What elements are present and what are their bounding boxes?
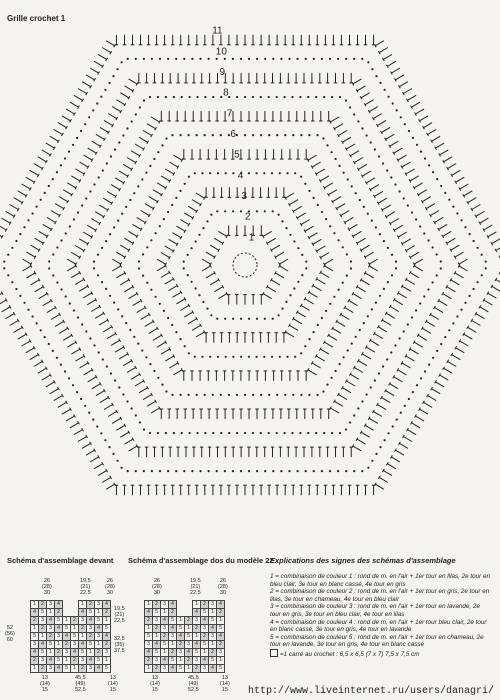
grid-cell: 3 (201, 665, 209, 673)
grid-row (145, 625, 225, 633)
grid-cell: 3 (209, 601, 217, 609)
grid-cell: 3 (71, 641, 79, 649)
grid-cell: 1 (95, 641, 103, 649)
grid-cell: 3 (161, 665, 169, 673)
grid-cell: 4 (145, 649, 153, 657)
grid-cell: 4 (169, 601, 177, 609)
grid-cell: 4 (79, 609, 87, 617)
grid-cell (177, 601, 185, 609)
grid-cell: 3 (177, 649, 185, 657)
grid-row (145, 641, 225, 649)
grid-cell: 2 (177, 641, 185, 649)
round-number-label: 2 (245, 211, 251, 223)
grid-row (31, 609, 111, 617)
grid-cell: 2 (79, 665, 87, 673)
grid-cell: 2 (103, 609, 111, 617)
back-top-measure-right: 26 (28) 30 (218, 578, 228, 596)
grid-cell: 4 (161, 617, 169, 625)
grid-row (31, 617, 111, 625)
grid-cell: 1 (161, 609, 169, 617)
grid-cell: 5 (209, 657, 217, 665)
grid-cell: 5 (185, 633, 193, 641)
grid-cell: 1 (161, 649, 169, 657)
grid-cell: 5 (193, 649, 201, 657)
grid-cell: 1 (217, 617, 225, 625)
grid-cell: 2 (153, 625, 161, 633)
grid-cell: 1 (103, 657, 111, 665)
grid-cell: 5 (63, 665, 71, 673)
grid-cell: 2 (71, 617, 79, 625)
grid-cell: 2 (209, 649, 217, 657)
legend-square-note: =1 carré au crochet : 6,5 x 6,5 (7 x 7) 7,5 x 7,5 cm (270, 649, 492, 659)
grid-row (145, 657, 225, 665)
grid-cell: 1 (177, 657, 185, 665)
front-side-measure-top: 19,5 (21) 22,5 (114, 606, 125, 624)
grid-cell: 5 (87, 609, 95, 617)
front-bottom-measure-right: 13 (14) 15 (108, 675, 118, 693)
grid-cell: 4 (209, 665, 217, 673)
grid-row (31, 649, 111, 657)
grid-cell: 2 (55, 649, 63, 657)
grid-cell: 3 (95, 633, 103, 641)
grid-cell: 1 (31, 601, 39, 609)
grid-cell: 3 (31, 641, 39, 649)
grid-cell: 5 (209, 617, 217, 625)
grid-cell: 4 (201, 657, 209, 665)
grid-cell: 4 (153, 641, 161, 649)
grid-cell: 5 (161, 641, 169, 649)
round-number-label: 7 (226, 108, 233, 120)
grid-cell: 3 (145, 641, 153, 649)
grid-row (31, 665, 111, 673)
grid-cell: 5 (201, 609, 209, 617)
grid-cell (177, 609, 185, 617)
grid-cell: 2 (31, 617, 39, 625)
grid-cell: 1 (193, 633, 201, 641)
legend-item: 5 = combinaison de couleur 5 : rond de m. en l'air + 1er tour en chameau, 2e tour en lavande, 3e tour en gris, 4e tour en blanc cassé (270, 633, 484, 649)
grid-cell: 2 (39, 601, 47, 609)
grid-cell: 4 (47, 617, 55, 625)
grid-row (31, 601, 111, 609)
grid-cell: 2 (169, 609, 177, 617)
round-number-label: 11 (212, 25, 223, 37)
grid-cell (185, 609, 193, 617)
grid-cell: 3 (79, 617, 87, 625)
grid-cell: 4 (71, 649, 79, 657)
grid-cell: 4 (55, 665, 63, 673)
grid-cell: 4 (87, 617, 95, 625)
grid-cell: 1 (145, 625, 153, 633)
grid-cell: 2 (201, 633, 209, 641)
grid-cell: 2 (79, 625, 87, 633)
grid-cell: 2 (39, 625, 47, 633)
grid-cell: 3 (87, 625, 95, 633)
grid-cell: 2 (217, 609, 225, 617)
grid-cell: 5 (31, 633, 39, 641)
grid-cell: 5 (201, 641, 209, 649)
grid-cell: 1 (201, 649, 209, 657)
grid-cell: 4 (193, 609, 201, 617)
grid-cell: 2 (95, 649, 103, 657)
grid-cell: 2 (71, 657, 79, 665)
grid-cell: 2 (55, 609, 63, 617)
grid-row (145, 617, 225, 625)
grid-cell: 1 (39, 633, 47, 641)
grid-cell: 5 (87, 641, 95, 649)
grid-cell: 4 (201, 617, 209, 625)
grid-cell: 5 (177, 625, 185, 633)
grid-cell: 5 (95, 617, 103, 625)
page-title: Grille crochet 1 (7, 14, 66, 23)
grid-cell: 4 (63, 633, 71, 641)
grid-cell: 1 (209, 641, 217, 649)
grid-cell: 1 (217, 657, 225, 665)
back-top-measure-mid: 19,5 (21) 22,5 (190, 578, 201, 596)
grid-cell: 5 (169, 617, 177, 625)
grid-cell: 5 (153, 649, 161, 657)
front-schema-title: Schéma d'assemblage devant (7, 556, 114, 565)
grid-cell: 4 (87, 657, 95, 665)
crochet-round-8 (48, 96, 442, 434)
grid-cell: 2 (87, 601, 95, 609)
grid-cell: 4 (55, 601, 63, 609)
grid-cell: 3 (185, 641, 193, 649)
grid-cell: 1 (185, 665, 193, 673)
grid-cell: 5 (153, 609, 161, 617)
grid-cell: 3 (193, 617, 201, 625)
grid-row (145, 649, 225, 657)
grid-cell: 4 (95, 665, 103, 673)
grid-cell (63, 609, 71, 617)
grid-cell: 2 (63, 641, 71, 649)
grid-cell: 2 (145, 657, 153, 665)
round-number-label: 4 (237, 170, 244, 182)
grid-cell: 5 (95, 657, 103, 665)
square-icon (270, 649, 278, 657)
grid-cell: 3 (161, 625, 169, 633)
round-number-label: 5 (234, 149, 240, 161)
grid-cell: 3 (169, 633, 177, 641)
grid-cell: 2 (39, 665, 47, 673)
grid-cell: 4 (31, 649, 39, 657)
grid-cell: 2 (185, 617, 193, 625)
grid-cell: 1 (153, 633, 161, 641)
grid-cell: 5 (79, 649, 87, 657)
grid-cell: 4 (185, 649, 193, 657)
grid-cell: 5 (169, 657, 177, 665)
grid-cell: 2 (153, 601, 161, 609)
grid-cell: 3 (153, 657, 161, 665)
grid-cell: 1 (71, 625, 79, 633)
grid-cell: 1 (63, 657, 71, 665)
round-number-label: 9 (219, 66, 226, 78)
legend-title: Explications des signes des schémas d'assemblage (270, 556, 456, 565)
grid-cell: 2 (145, 617, 153, 625)
grid-cell: 3 (217, 649, 225, 657)
back-bottom-measure-mid: 45,5 (49) 52,5 (188, 675, 199, 693)
grid-cell: 2 (103, 641, 111, 649)
grid-cell: 3 (161, 601, 169, 609)
grid-cell (185, 601, 193, 609)
grid-cell: 3 (193, 657, 201, 665)
grid-cell: 4 (169, 665, 177, 673)
crochet-round-1 (202, 225, 288, 304)
grid-cell: 1 (177, 617, 185, 625)
grid-cell: 4 (161, 657, 169, 665)
back-top-measure-left: 26 (28) 30 (152, 578, 162, 596)
grid-cell: 1 (71, 665, 79, 673)
grid-cell: 5 (71, 633, 79, 641)
grid-cell: 3 (55, 633, 63, 641)
grid-cell: 3 (87, 665, 95, 673)
grid-cell: 1 (145, 665, 153, 673)
round-number-label: 3 (241, 191, 247, 202)
grid-row (31, 657, 111, 665)
grid-cell: 3 (95, 601, 103, 609)
grid-cell: 1 (47, 649, 55, 657)
grid-cell: 4 (217, 601, 225, 609)
grid-cell: 1 (63, 617, 71, 625)
legend-item: 2 = combinaison de couleur 2 : rond de m. en l'air + 1er tour en gris, 2e tour en lilas, 3e tour en chameau, 4e tour en bleu clair (270, 588, 490, 603)
grid-cell: 1 (31, 625, 39, 633)
grid-cell: 4 (47, 657, 55, 665)
grid-cell: 1 (193, 601, 201, 609)
grid-cell: 5 (177, 665, 185, 673)
grid-cell: 5 (217, 665, 225, 673)
grid-cell: 5 (103, 665, 111, 673)
grid-cell: 5 (55, 617, 63, 625)
legend-item: 4 = combinaison de couleur 4 : rond de m. en l'air + 1er tour bleu clair, 2e tour en blanc cassé, 3e tour en gris, 4e tour en lavande (270, 618, 487, 634)
grid-cell: 3 (63, 649, 71, 657)
grid-cell: 1 (31, 665, 39, 673)
front-top-measure-mid: 19,5 (21) 22,5 (80, 578, 91, 596)
crochet-round-5 (112, 149, 378, 381)
grid-cell: 2 (31, 657, 39, 665)
front-side-measure-left: 52 (56) 60 (5, 625, 15, 643)
crochet-round-6 (93, 134, 397, 396)
grid-cell: 2 (47, 633, 55, 641)
front-assembly-grid (30, 600, 111, 673)
grid-cell: 1 (103, 617, 111, 625)
grid-cell: 2 (193, 625, 201, 633)
back-schema-title: Schéma d'assemblage dos du modèle 22 (128, 556, 274, 565)
round-number-label: 10 (215, 46, 227, 58)
grid-cell: 3 (153, 617, 161, 625)
grid-cell: 5 (63, 625, 71, 633)
grid-cell: 4 (55, 625, 63, 633)
grid-cell: 3 (79, 657, 87, 665)
round-number-label: 6 (230, 129, 236, 140)
grid-cell: 4 (39, 641, 47, 649)
grid-cell: 5 (47, 641, 55, 649)
grid-cell: 3 (47, 625, 55, 633)
grid-row (31, 625, 111, 633)
grid-cell: 3 (47, 601, 55, 609)
grid-cell: 4 (145, 609, 153, 617)
grid-cell: 4 (217, 633, 225, 641)
legend-item: 1 = combinaison de couleur 1 : rond de m. en l'air + 1er tour en lilas, 2e tour en bleu clair, 3e tour en blanc cassé, 4e tour en gris (270, 573, 490, 588)
round-number-label: 1 (248, 232, 255, 244)
grid-cell: 2 (87, 633, 95, 641)
grid-cell: 3 (47, 665, 55, 673)
front-top-measure-left: 26 (28) 30 (42, 578, 52, 596)
front-top-measure-right: 26 (28) 30 (105, 578, 115, 596)
grid-cell: 5 (145, 633, 153, 641)
grid-cell: 3 (39, 657, 47, 665)
source-url[interactable]: http://www.liveinternet.ru/users/danagri/ (247, 686, 494, 697)
back-assembly-grid (144, 600, 225, 673)
grid-cell (71, 601, 79, 609)
grid-cell: 3 (39, 617, 47, 625)
center-ring (233, 253, 257, 277)
grid-row (31, 633, 111, 641)
grid-cell: 2 (201, 601, 209, 609)
grid-cell: 4 (209, 625, 217, 633)
grid-cell: 4 (177, 633, 185, 641)
grid-cell: 1 (79, 633, 87, 641)
grid-cell: 1 (55, 641, 63, 649)
grid-row (145, 665, 225, 673)
back-bottom-measure-right: 13 (14) 15 (220, 675, 230, 693)
crochet-round-3 (157, 187, 333, 342)
grid-cell: 1 (87, 649, 95, 657)
legend-item: 3 = combinaison de couleur 3 : rond de m. en l'air + 1er tour en lavande, 2e tour en gris, 3e tour en bleu clair, 4e tour en lilas (270, 603, 480, 618)
grid-cell: 2 (169, 649, 177, 657)
grid-cell: 4 (193, 641, 201, 649)
grid-cell: 2 (193, 665, 201, 673)
grid-cell: 4 (79, 641, 87, 649)
front-side-measure-bottom: 32,5 (35) 37,5 (114, 636, 125, 654)
grid-cell: 4 (169, 625, 177, 633)
grid-cell: 1 (169, 641, 177, 649)
grid-cell: 2 (161, 633, 169, 641)
grid-row (31, 641, 111, 649)
grid-cell: 2 (153, 665, 161, 673)
front-bottom-measure-mid: 45,5 (49) 52,5 (75, 675, 86, 693)
crochet-round-9 (22, 73, 467, 457)
round-number-label: 8 (223, 87, 229, 99)
grid-cell: 4 (31, 609, 39, 617)
grid-row (145, 633, 225, 641)
grid-cell: 2 (217, 641, 225, 649)
grid-cell: 4 (103, 633, 111, 641)
grid-cell: 5 (103, 625, 111, 633)
grid-cell (71, 609, 79, 617)
grid-row (145, 601, 225, 609)
grid-cell: 5 (39, 609, 47, 617)
grid-cell: 1 (185, 625, 193, 633)
grid-cell: 3 (103, 649, 111, 657)
front-bottom-measure-left: 13 (14) 15 (40, 675, 50, 693)
grid-row (145, 609, 225, 617)
grid-cell: 5 (39, 649, 47, 657)
grid-cell: 2 (185, 657, 193, 665)
legend (270, 573, 492, 659)
grid-cell (63, 601, 71, 609)
grid-cell: 1 (145, 601, 153, 609)
grid-cell: 1 (209, 609, 217, 617)
grid-cell: 5 (217, 625, 225, 633)
back-bottom-measure-left: 13 (14) 15 (150, 675, 160, 693)
grid-cell: 3 (201, 625, 209, 633)
grid-cell: 1 (79, 601, 87, 609)
grid-cell: 5 (55, 657, 63, 665)
grid-cell: 1 (47, 609, 55, 617)
grid-cell: 4 (103, 601, 111, 609)
grid-cell: 3 (209, 633, 217, 641)
grid-cell: 4 (95, 625, 103, 633)
grid-cell: 1 (95, 609, 103, 617)
